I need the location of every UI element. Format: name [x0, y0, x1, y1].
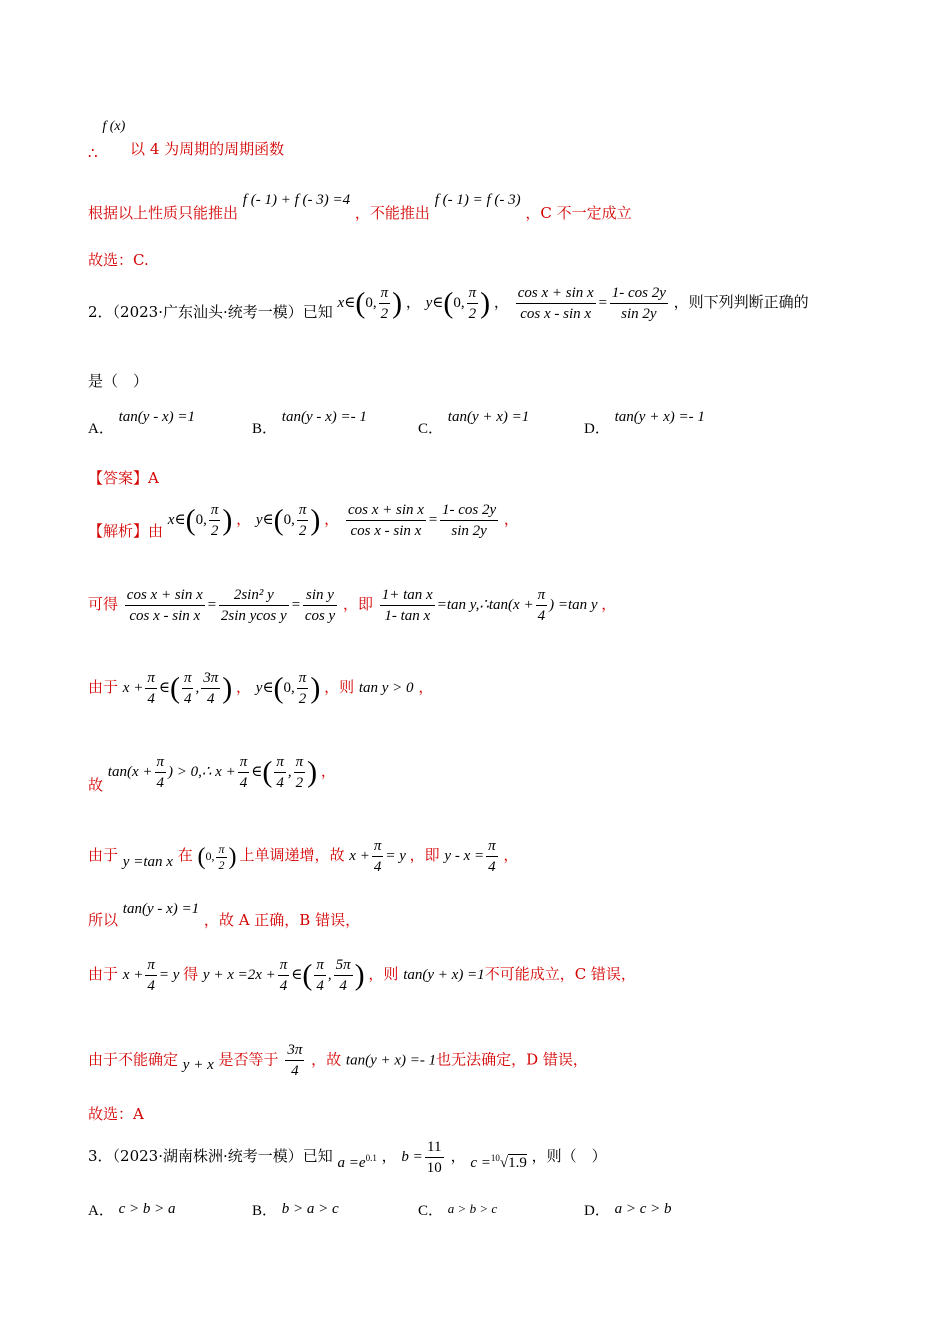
option-expr: tan(y - x) =1 — [118, 409, 195, 425]
pi-over-2 — [209, 500, 221, 541]
num: sin y — [303, 585, 337, 606]
step2-line — [88, 585, 616, 626]
step6-line — [88, 897, 361, 929]
step8-tail: 也无法确定，D 错误， — [436, 1050, 588, 1069]
pi-over-4 — [274, 752, 286, 793]
pi-over-2 — [467, 283, 479, 324]
den: cos x - sin x — [520, 306, 592, 322]
paren: ) — [480, 286, 491, 320]
analysis-equation: $\frac{\text{cos x + sin x}}{\text{cos x - sin x}}$ = $\frac{1- \cos 2y}{\sin 2y}$ — [347, 502, 497, 539]
paren: ) — [307, 755, 318, 789]
pi-over-4 — [145, 955, 157, 996]
option-expr: a > b > c — [447, 1201, 498, 1216]
pi-over-2 — [216, 842, 226, 873]
step7-cond — [122, 957, 183, 994]
comma: ， — [450, 1146, 466, 1165]
option-label: C． — [418, 421, 444, 437]
frac-c — [303, 585, 337, 626]
paren: ( — [302, 958, 313, 992]
pi: π — [274, 752, 286, 773]
num: 1- cos 2y — [610, 283, 668, 304]
comma: ， — [503, 509, 519, 528]
pi: π — [297, 668, 309, 689]
four: 4 — [373, 859, 382, 875]
pi: π — [238, 752, 250, 773]
num: cos x + sin x — [125, 585, 205, 606]
comma: ， — [493, 292, 509, 311]
option-label: A． — [88, 421, 114, 437]
option-label: B． — [252, 421, 278, 437]
den: 10 — [426, 1160, 442, 1176]
q2-option-c[interactable] — [418, 405, 530, 437]
four: 4 — [183, 691, 192, 707]
zero: 0, — [283, 511, 295, 528]
a-def — [337, 1152, 377, 1171]
5pi-over-4 — [334, 955, 353, 996]
ji: ，即 — [342, 594, 373, 613]
eq1: f (- 1) + f (- 3) =4 — [242, 192, 351, 208]
tan-part2: ) > 0,∴ x + — [168, 763, 236, 780]
q3-option-b[interactable] — [252, 1197, 339, 1218]
q2-cond-y — [425, 285, 494, 322]
num: 3π — [201, 668, 220, 689]
then: ，故 — [311, 1050, 342, 1069]
four: 4 — [537, 608, 546, 624]
step3-line — [88, 668, 433, 709]
comma: ， — [601, 594, 617, 613]
paren: ( — [273, 671, 284, 705]
four: 4 — [291, 1063, 299, 1079]
zero: 0, — [365, 294, 377, 311]
analysis-line — [88, 500, 519, 541]
pi-over-4 — [238, 752, 250, 793]
pi: π — [278, 955, 290, 976]
periodic-line — [88, 119, 285, 162]
two: 2 — [218, 857, 225, 872]
pi-over-4 — [182, 668, 194, 709]
four: 4 — [279, 978, 288, 994]
interval — [197, 841, 239, 872]
x-plus: x + — [349, 847, 370, 864]
eq-y: = y — [158, 966, 180, 983]
frac-left — [346, 500, 426, 541]
func: y =tan x — [122, 853, 173, 870]
step7-prefix: 由于 — [88, 964, 119, 983]
two: 2 — [468, 306, 477, 322]
q3-stem — [88, 1137, 607, 1178]
step4-expr: tan(x + $\frac{\pi}{4}$ ) > 0,∴ x + $\frac{\pi}{4}$ ∈( $\frac{\pi}{4}$ , $\frac{\pi}{2}$ ) — [107, 754, 318, 791]
q3-option-c[interactable] — [418, 1197, 497, 1218]
q3-tail: ，则（ ） — [531, 1146, 607, 1165]
four: 4 — [147, 691, 155, 707]
tan-positive: tan y > 0 — [358, 679, 414, 696]
y-minus-x: y - x = — [444, 847, 485, 864]
pi-over-4 — [372, 836, 384, 877]
option-label: A． — [88, 1203, 114, 1219]
paren: ) — [222, 671, 233, 705]
zero: 0, — [283, 679, 295, 696]
pi: π — [209, 500, 221, 521]
two: 2 — [298, 691, 307, 707]
num: 3π — [285, 1040, 304, 1061]
option-label: C． — [418, 1203, 444, 1219]
two: 2 — [380, 306, 389, 322]
step5-eq — [349, 838, 409, 875]
choose-a: 故选：A — [88, 1105, 144, 1123]
step7-tan: tan(y + x) =1 — [403, 966, 485, 983]
a-exp: 0.1 — [365, 1152, 377, 1163]
comma: ， — [381, 1146, 397, 1165]
b-def — [401, 1139, 445, 1176]
paren: ( — [443, 286, 454, 320]
num: cos x + sin x — [516, 283, 596, 304]
option-expr: a > c > b — [614, 1201, 672, 1217]
den: sin 2y — [451, 523, 487, 539]
radical-sign: √ — [499, 1154, 509, 1171]
four: 4 — [206, 691, 215, 707]
option-expr: b > a > c — [281, 1201, 339, 1217]
step3-expr: x + $\frac{\pi}{4}$ ∈( $\frac{\pi}{4}$ , $\frac{3\pi}{4}$ ) — [122, 670, 233, 707]
x-in: x∈ — [167, 511, 186, 528]
step4-prefix: 故 — [88, 775, 104, 794]
pi-over-2 — [294, 752, 306, 793]
two: 2 — [298, 523, 307, 539]
step7-line — [88, 955, 636, 996]
pi-over-4 — [278, 955, 290, 996]
pi-over-2 — [297, 668, 309, 709]
b-expr: b = — [401, 1148, 423, 1165]
paren: ) — [354, 958, 365, 992]
eq2: f (- 1) = f (- 3) — [434, 192, 521, 208]
pi-over-2 — [297, 500, 309, 541]
paren: ) — [222, 503, 233, 537]
comma: ， — [324, 509, 340, 528]
paren: ( — [197, 843, 206, 870]
then: ，则 — [368, 964, 399, 983]
paren: ( — [355, 286, 366, 320]
in: 在 — [177, 845, 193, 864]
comma: ， — [503, 845, 519, 864]
q2-tail: ，则下列判断正确的 — [673, 292, 809, 311]
option-expr: tan(y + x) =- 1 — [614, 409, 705, 425]
num: cos x + sin x — [346, 500, 426, 521]
step6-tail: ，故 A 正确，B 错误， — [203, 911, 361, 929]
comma: ， — [405, 292, 421, 311]
step5-yx — [444, 838, 503, 875]
pi: π — [467, 283, 479, 304]
num: 11 — [425, 1137, 444, 1158]
pi-over-4 — [536, 585, 548, 626]
frac-d — [380, 585, 435, 626]
pi-over-2 — [379, 283, 391, 324]
c-val: 1.9 — [508, 1154, 527, 1171]
mono: 上单调递增，故 — [239, 845, 345, 864]
zero: 0, — [453, 294, 465, 311]
frac-a — [125, 585, 205, 626]
option-expr: c > b > a — [118, 1201, 176, 1217]
pi-over-4 — [145, 668, 157, 709]
den: cos x - sin x — [350, 523, 422, 539]
pi: π — [536, 585, 548, 606]
c-def — [470, 1152, 527, 1171]
comma: ， — [235, 677, 251, 696]
fx-expr: f (x) — [102, 119, 126, 134]
paren: ( — [262, 755, 273, 789]
11-over-10 — [425, 1137, 444, 1178]
step8-prefix: 由于不能确定 — [88, 1050, 179, 1069]
step3-prefix: 由于 — [88, 677, 119, 696]
a-expr: a =e — [337, 1154, 366, 1171]
option-label: B． — [252, 1203, 278, 1219]
paren: ( — [185, 503, 196, 537]
two: 2 — [210, 523, 219, 539]
q2-equation: $\frac{\text{cos x + sin x}}{\text{cos x - sin x}}$ = $\frac{1- \cos 2y}{\sin 2y}$ — [517, 285, 666, 322]
den: sin 2y — [621, 306, 657, 322]
step7-expr: y + x =2x + $\frac{\pi}{4}$ ∈( $\frac{\pi}{4}$ , $\frac{5\pi}{4}$ ) — [202, 957, 365, 994]
pi: π — [145, 955, 157, 976]
step2-expr: $\frac{\text{cos x + sin x}}{\text{cos x - sin x}}$ = $\frac{\text{2sin² y}}{\text{2sin ycos y}}$ = $\frac{\text{sin y}}{\text{cos y}}$ — [126, 587, 336, 624]
num: 2sin² y — [219, 585, 289, 606]
comma: ， — [418, 677, 434, 696]
pi: π — [314, 955, 326, 976]
x-plus: x + — [122, 679, 144, 696]
zero: 0, — [205, 848, 215, 863]
den: 2sin ycos y — [220, 608, 287, 624]
step4-line — [88, 752, 336, 793]
four: 4 — [276, 775, 284, 791]
step2-prefix: 可得 — [88, 594, 119, 613]
pi: π — [372, 836, 384, 857]
step3-y — [255, 670, 324, 707]
num: 5π — [334, 955, 353, 976]
q2-stem — [88, 283, 809, 324]
q3-option-d[interactable] — [584, 1197, 672, 1218]
conclusion-c: ，C 不一定成立 — [525, 204, 632, 222]
ji: ，即 — [409, 845, 440, 864]
pi: π — [486, 836, 498, 857]
end: ) =tan y — [549, 596, 598, 613]
option-expr: tan(y + x) =1 — [447, 409, 530, 425]
derive-prefix: 根据以上性质只能推出 — [88, 204, 239, 222]
two: 2 — [295, 775, 304, 791]
step5-line — [88, 836, 518, 877]
pi: π — [155, 752, 167, 773]
y-plus-x: y + x — [182, 1056, 214, 1073]
derive-line — [88, 188, 632, 222]
step8-line — [88, 1040, 588, 1081]
y-in: y∈ — [255, 511, 274, 528]
four: 4 — [488, 859, 496, 875]
pi: π — [182, 668, 194, 689]
num: 1+ tan x — [380, 585, 435, 606]
comma: ， — [236, 509, 252, 528]
paren: ) — [310, 671, 321, 705]
paren: ) — [310, 503, 321, 537]
y-in: y∈ — [255, 679, 274, 696]
comma: ， — [320, 761, 336, 780]
root-index: 10 — [490, 1152, 500, 1163]
q2-option-b[interactable] — [252, 405, 367, 437]
option-expr: tan(y - x) =- 1 — [281, 409, 367, 425]
four: 4 — [147, 978, 155, 994]
mid: =tan y,∴tan(x + — [436, 596, 534, 613]
therefore-symbol: ∴ — [88, 144, 98, 162]
pi-over-4 — [314, 955, 326, 996]
q2-number: 2．（2023·广东汕头·统考一模）已知 — [88, 302, 333, 321]
step6-expr: tan(y - x) =1 — [122, 901, 200, 917]
3pi-over-4 — [201, 668, 220, 709]
sum: y + x =2x + — [202, 966, 276, 983]
then: ，则 — [324, 677, 355, 696]
den: 1- tan x — [384, 608, 431, 624]
frac-left — [516, 283, 596, 324]
four: 4 — [156, 775, 164, 791]
pi-over-4 — [155, 752, 167, 793]
de: 得 — [183, 964, 199, 983]
paren: ( — [169, 671, 180, 705]
step8-expr: tan(y + x) =- 1 — [345, 1052, 437, 1069]
num: 1- cos 2y — [440, 500, 498, 521]
paren: ) — [228, 843, 237, 870]
cannot-text: ，不能推出 — [354, 204, 430, 222]
choose-c: 故选：C. — [88, 251, 149, 269]
four: 4 — [316, 978, 324, 994]
q2-option-a[interactable] — [88, 405, 195, 437]
c-expr: c = — [470, 1154, 491, 1171]
x-in: x∈ — [337, 294, 356, 311]
frac-b — [219, 585, 289, 626]
pi: π — [297, 500, 309, 521]
q2-tail2: 是（ ） — [88, 372, 149, 390]
frac-right — [440, 500, 498, 541]
pi: π — [145, 668, 157, 689]
frac-right — [610, 283, 668, 324]
cond-x — [167, 502, 236, 539]
option-label: D． — [584, 1203, 610, 1219]
den: cos x - sin x — [129, 608, 201, 624]
pi: π — [218, 841, 225, 856]
eq-y: = y — [385, 847, 406, 864]
pi: π — [294, 752, 306, 773]
3pi-over-4 — [285, 1040, 304, 1081]
cond-y — [255, 502, 324, 539]
q3-number: 3．（2023·湖南株洲·统考一模）已知 — [88, 1146, 333, 1165]
den: cos y — [304, 608, 336, 624]
step6-prefix: 所以 — [88, 911, 119, 929]
paren: ) — [392, 286, 403, 320]
zero: 0, — [195, 511, 207, 528]
pi: π — [379, 283, 391, 304]
step7-tail: 不可能成立，C 错误， — [484, 964, 636, 983]
q2-cond-x — [337, 285, 406, 322]
x-plus: x + — [122, 966, 144, 983]
q2-option-d[interactable] — [584, 405, 705, 437]
q3-option-a[interactable] — [88, 1197, 176, 1218]
tan-part: tan(x + — [107, 763, 153, 780]
answer-line: 【答案】A — [88, 469, 159, 487]
step8-mid: 是否等于 — [218, 1050, 279, 1069]
step2-expr2 — [378, 587, 602, 624]
analysis-label: 【解析】由 — [88, 521, 164, 540]
option-label: D． — [584, 421, 610, 437]
paren: ( — [273, 503, 284, 537]
periodic-text: 以 4 为周期的周期函数 — [130, 140, 285, 158]
pi-over-4 — [486, 836, 498, 877]
step5-prefix: 由于 — [88, 845, 119, 864]
four: 4 — [239, 775, 248, 791]
y-in: y∈ — [425, 294, 444, 311]
four: 4 — [339, 978, 347, 994]
